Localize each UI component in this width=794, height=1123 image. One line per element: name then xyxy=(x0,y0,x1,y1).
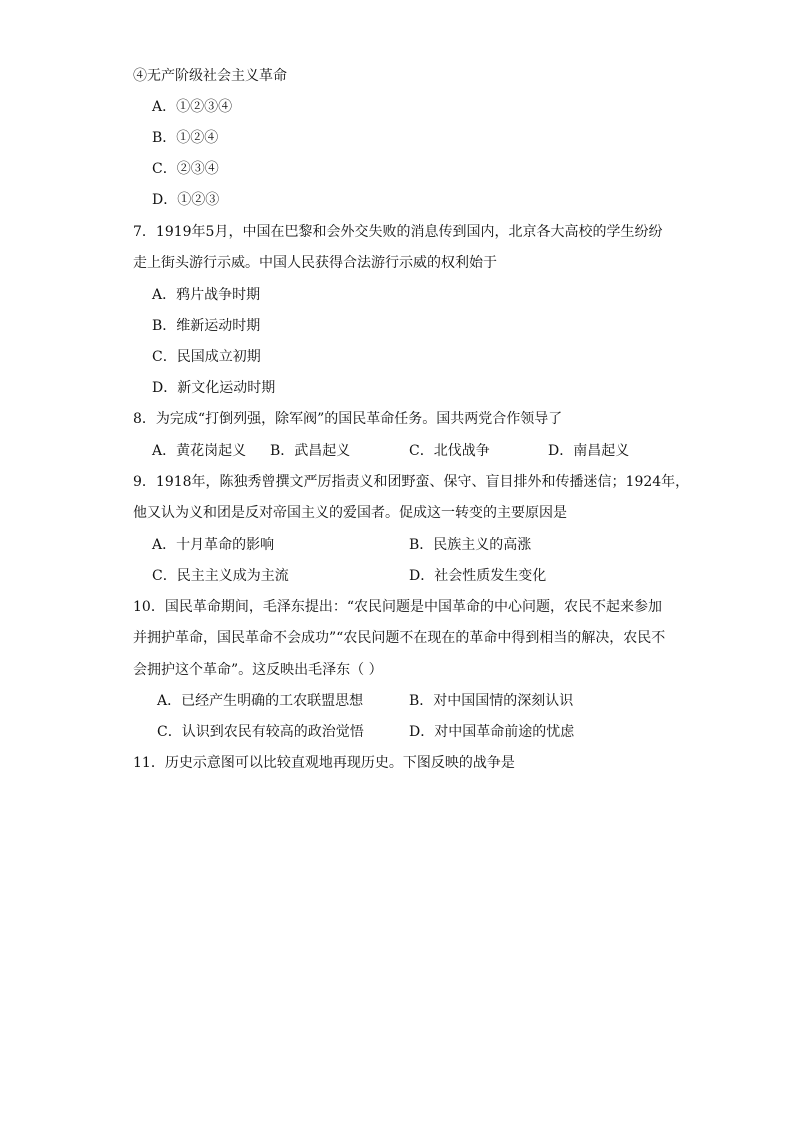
q10-option-a: A．已经产生明确的工农联盟思想 xyxy=(157,693,364,709)
q7-stem-line1: 7．1919年5月，中国在巴黎和会外交失败的消息传到国内，北京各大高校的学生纷纷 xyxy=(133,224,663,240)
q10-option-b: B．对中国国情的深刻认识 xyxy=(409,693,574,709)
q9-option-a: A．十月革命的影响 xyxy=(152,537,275,553)
q10-option-d: D．对中国革命前途的忧虑 xyxy=(409,724,575,740)
q6-option-c: C．②③④ xyxy=(152,161,219,177)
q11-stem: 11．历史示意图可以比较直观地再现历史。下图反映的战争是 xyxy=(133,755,515,771)
q8-stem: 8．为完成“打倒列强，除军阀”的国民革命任务。国共两党合作领导了 xyxy=(133,411,563,427)
q7-option-c: C．民国成立初期 xyxy=(152,349,261,365)
q8-options-row xyxy=(152,441,672,461)
q8-option-b: B．武昌起义 xyxy=(270,443,351,459)
q10-options-row2 xyxy=(157,722,677,742)
q9-option-b: B．民族主义的高涨 xyxy=(409,537,532,553)
q10-stem-line3: 会拥护这个革命”。这反映出毛泽东（ ） xyxy=(133,662,383,678)
q7-stem-line2: 走上街头游行示威。中国人民获得合法游行示威的权利始于 xyxy=(133,255,497,271)
q9-stem-line2: 他又认为义和团是反对帝国主义的爱国者。促成这一转变的主要原因是 xyxy=(133,505,567,521)
q10-options-row1 xyxy=(157,691,677,711)
q9-options-row1 xyxy=(152,535,672,555)
q7-option-b: B．维新运动时期 xyxy=(152,318,261,334)
q9-option-d: D．社会性质发生变化 xyxy=(409,568,547,584)
q8-option-a: A．黄花岗起义 xyxy=(152,443,247,459)
q7-option-d: D．新文化运动时期 xyxy=(152,380,276,396)
q6-option-d: D．①②③ xyxy=(152,192,220,208)
q9-options-row2 xyxy=(152,566,672,586)
q9-stem-line1: 9．1918年，陈独秀曾撰文严厉指责义和团野蛮、保守、盲目排外和传播迷信；1924年， xyxy=(133,474,690,490)
q9-option-c: C．民主主义成为主流 xyxy=(152,568,289,584)
q6-item-4: ④无产阶级社会主义革命 xyxy=(133,68,287,84)
q10-option-c: C．认识到农民有较高的政治觉悟 xyxy=(157,724,364,740)
q8-option-d: D．南昌起义 xyxy=(548,443,630,459)
q10-stem-line1: 10．国民革命期间，毛泽东提出：“农民问题是中国革命的中心问题，农民不起来参加 xyxy=(133,599,662,615)
q10-stem-line2: 并拥护革命，国民革命不会成功”“农民问题不在现在的革命中得到相当的解决，农民不 xyxy=(133,630,666,646)
q6-option-a: A．①②③④ xyxy=(152,99,233,115)
q6-option-b: B．①②④ xyxy=(152,130,219,146)
q8-option-c: C．北伐战争 xyxy=(409,443,490,459)
q7-option-a: A．鸦片战争时期 xyxy=(152,287,261,303)
